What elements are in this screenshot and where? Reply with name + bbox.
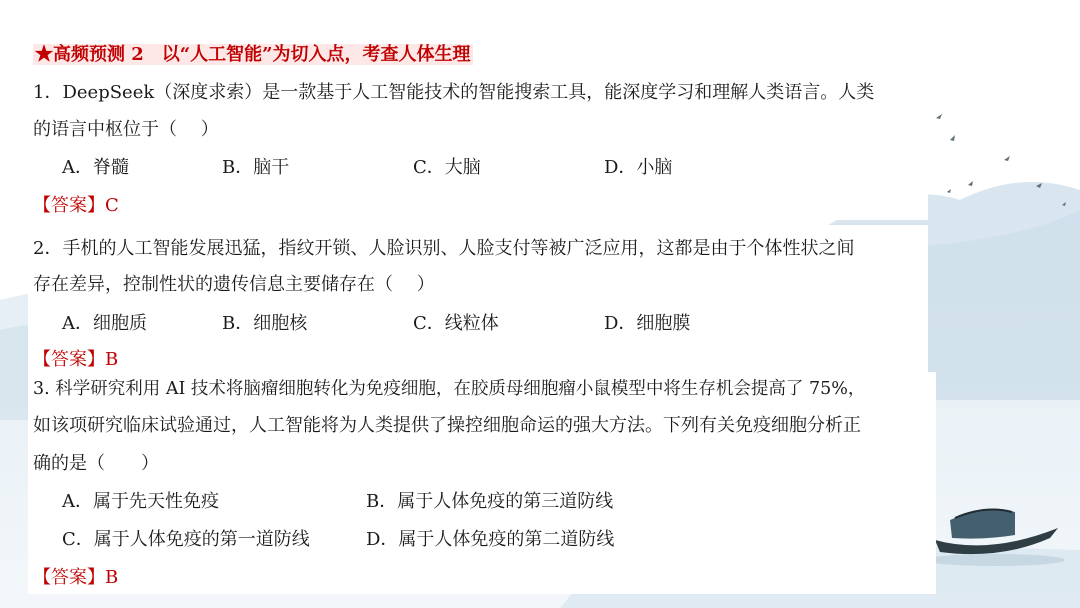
question-1-stem-line1: 1．DeepSeek（深度求索）是一款基于人工智能技术的智能搜索工具，能深度学习和理解人类语言。人类 <box>33 82 875 103</box>
question-1-option-b: B．脑干 <box>222 157 290 178</box>
question-3-option-d: D．属于人体免疫的第二道防线 <box>366 529 615 550</box>
question-2-answer: 【答案】B <box>33 349 119 370</box>
question-1-option-c: C．大脑 <box>413 157 481 178</box>
section-title-text: ★高频预测 2 以“人工智能”为切入点，考查人体生理 <box>35 44 471 65</box>
question-1-answer: 【答案】C <box>33 195 119 216</box>
question-2-option-d: D．细胞膜 <box>604 313 691 334</box>
question-3-option-a: A．属于先天性免疫 <box>62 491 219 512</box>
question-1-stem-line2: 的语言中枢位于（ ） <box>33 119 219 140</box>
question-2-stem-line1: 2．手机的人工智能发展迅猛，指纹开锁、人脸识别、人脸支付等被广泛应用，这都是由于个体性状之间 <box>33 238 855 259</box>
question-3-option-b: B．属于人体免疫的第三道防线 <box>366 491 614 512</box>
question-3-stem-line1: 3. 科学研究利用 AI 技术将脑瘤细胞转化为免疫细胞，在胶质母细胞瘤小鼠模型中将生存机会提高了 75%， <box>33 379 866 399</box>
question-1-option-d: D．小脑 <box>604 157 673 178</box>
question-3-answer: 【答案】B <box>33 567 119 588</box>
question-3-stem-line3: 确的是（ ） <box>33 453 159 474</box>
question-1-option-a: A．脊髓 <box>62 157 129 178</box>
question-3-stem-line2: 如该项研究临床试验通过，人工智能将为人类提供了操控细胞命运的强大方法。下列有关免疫细胞分析正 <box>33 415 861 436</box>
question-2-option-a: A．细胞质 <box>62 313 147 334</box>
question-2-option-c: C．线粒体 <box>413 313 499 334</box>
section-title <box>33 42 473 68</box>
question-2-option-b: B．细胞核 <box>222 313 308 334</box>
question-3-option-c: C．属于人体免疫的第一道防线 <box>62 529 310 550</box>
question-2-stem-line2: 存在差异，控制性状的遗传信息主要储存在（ ） <box>33 274 435 295</box>
